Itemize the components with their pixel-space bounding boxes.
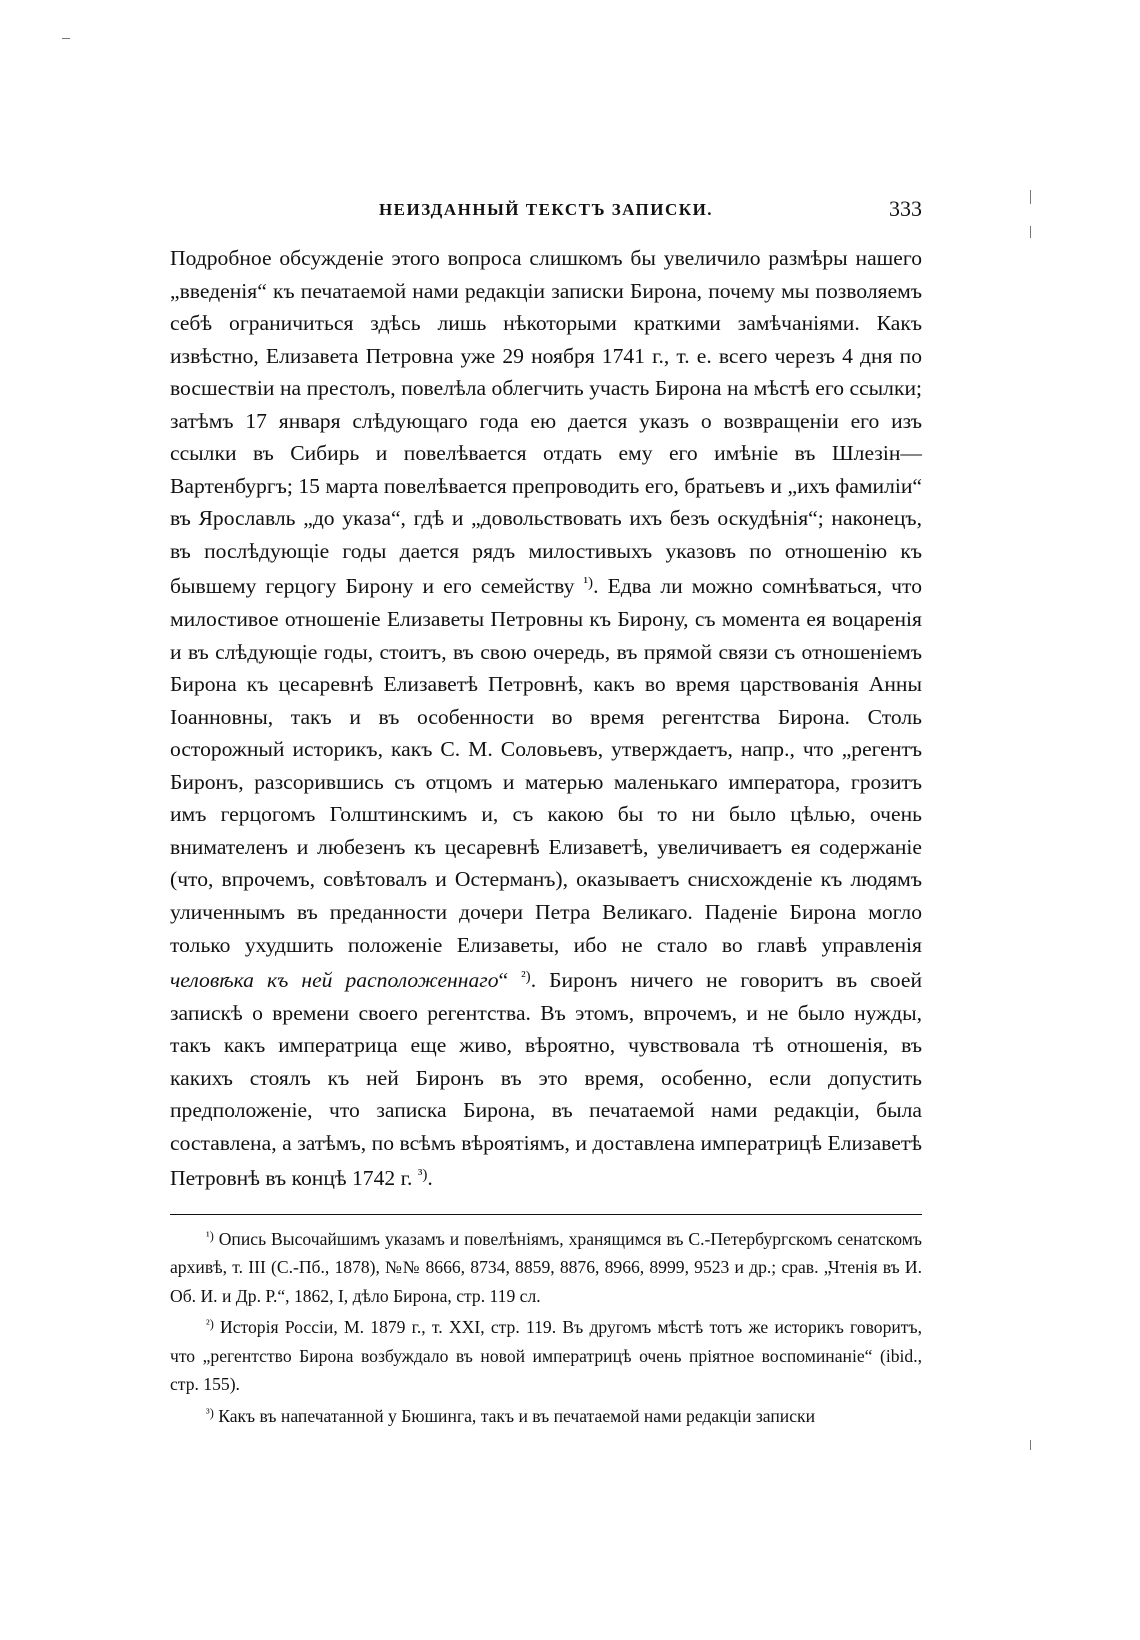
footnote-mark: ¹) (206, 1229, 214, 1243)
page-header (170, 196, 922, 226)
footnote-mark: ³) (206, 1405, 214, 1420)
footnote-text: Исторія Россіи, М. 1879 г., т. XXI, стр. 119. Въ другомъ мѣстѣ тотъ же историкъ говоритъ, что „регентство Бирона возбуждало въ новой императрицѣ очень пріятное воспоминаніе“ (ibid., стр. 155). (170, 1317, 922, 1395)
running-title: НЕИЗДАННЫЙ ТЕКСТЪ ЗАПИСКИ. (378, 200, 714, 219)
footnotes (170, 1222, 922, 1430)
body-text-part-5: . (427, 1166, 433, 1191)
scan-speck (62, 38, 70, 39)
footnote-text: Какъ въ напечатанной у Бюшинга, такъ и въ печатаемой нами редакціи записки (213, 1405, 815, 1426)
body-text-part-2: . Едва ли можно сомнѣваться, что милостивое отношеніе Елизаветы Петровны къ Бирону, съ момента ея воцаренія и въ слѣдующіе годы, стоитъ, въ свою очередь, въ прямой связи съ отношеніемъ Бирона къ цесаревнѣ Елизаветѣ Петровнѣ, какъ во время царствованія Анны Іоанновны, такъ и въ особенности во время регентства Бирона. Столь осторожный историкъ, какъ С. М. Соловьевъ, утверждаетъ, напр., что „регентъ Биронъ, разсорившись съ отцомъ и матерью маленькаго императора, грозитъ имъ герцогомъ Голштинскимъ и, съ какою бы то ни было цѣлью, очень внимателенъ и любезенъ къ цесаревнѣ Елизаветѣ, увеличиваетъ ея содержаніе (что, впрочемъ, совѣтовалъ и Остерманъ), оказываетъ снисхожденіе къ людямъ уличеннымъ въ преданности дочери Петра Великаго. Паденіе Бирона могло только ухудшить положеніе Елизаветы, ибо не стало во главѣ управленія (170, 574, 922, 957)
body-text-part-4: . Биронъ ничего не говоритъ въ своей запискѣ о времени своего регентства. Въ этомъ, впрочемъ, и не было нужды, такъ какъ императрица еще живо, вѣроятно, чувствовала тѣ отношенія, въ какихъ стоялъ къ ней Биронъ въ это время, особенно, если допустить предположеніе, что записка Бирона, въ печатаемой нами редакціи, была составлена, а затѣмъ, по всѣмъ вѣроятіямъ, и доставлена императрицѣ Елизаветѣ Петровнѣ въ концѣ 1742 г. (170, 968, 923, 1191)
footnote-divider (170, 1214, 922, 1215)
footnote-text: Опись Высочайшимъ указамъ и повелѣніямъ, хранящимся въ С.-Петербургскомъ сенатскомъ архивѣ, т. III (С.-Пб., 1878), №№ 8666, 8734, 8859, 8876, 8966, 8999, 9523 и др.; срав. „Чтенія въ И. Об. И. и Др. Р.“, 1862, I, дѣло Бирона, стр. 119 сл. (170, 1228, 922, 1306)
body-text-part-3: “ (498, 968, 509, 993)
footnote-ref-2: ²) (521, 969, 531, 986)
italic-phrase: человѣка къ ней расположеннаго (170, 968, 499, 993)
body-text-part-1: Подробное обсужденіе этого вопроса слишкомъ бы увеличило размѣры нашего „введенія“ къ печатаемой нами редакціи записки Бирона, почему мы позволяемъ себѣ ограничиться здѣсь лишь нѣкоторыми краткими замѣчаніями. Какъ извѣстно, Елизавета Петровна уже 29 ноября 1741 г., т. е. всего черезъ 4 дня по восшествіи на престолъ, повелѣла облегчить участь Бирона на мѣстѣ его ссылки; затѣмъ 17 января слѣдующаго года ею дается указъ о возвращеніи его изъ ссылки въ Сибирь и повелѣвается отдать ему его имѣніе въ Шлезін—Вартенбургъ; 15 марта повелѣвается препроводить его, братьевъ и „ихъ фамиліи“ въ Ярославль „до указа“, гдѣ и „довольствовать ихъ безъ оскудѣнія“; наконецъ, въ послѣдующіе годы дается рядъ милостивыхъ указовъ по отношенію къ бывшему герцогу Бирону и его семейству (170, 246, 922, 599)
scan-speck (1030, 1440, 1031, 1450)
scan-speck (1030, 226, 1031, 238)
footnote-3 (170, 1399, 922, 1430)
scan-speck (1030, 190, 1031, 204)
page-number: 333 (889, 196, 922, 221)
body-paragraph (170, 242, 922, 1195)
footnote-mark: ²) (206, 1317, 214, 1332)
footnote-ref-1: ¹) (583, 575, 594, 592)
footnote-1 (170, 1222, 922, 1310)
footnote-ref-3: ³) (417, 1167, 428, 1184)
footnote-2 (170, 1310, 922, 1398)
